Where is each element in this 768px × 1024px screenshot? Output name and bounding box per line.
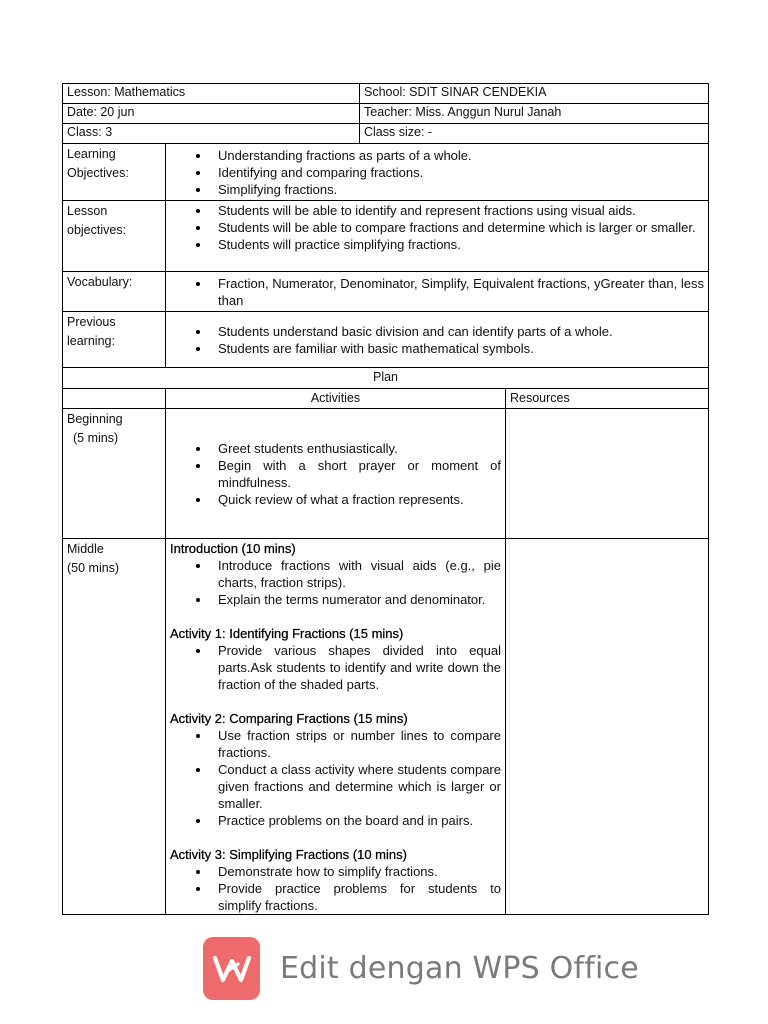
list-item: Conduct a class activity where students compare given fractions and determine which is larger or smaller. xyxy=(218,762,501,811)
introduction-list xyxy=(170,557,501,608)
list-item: Quick review of what a fraction represents. xyxy=(218,491,501,508)
vocabulary-row xyxy=(63,272,709,312)
list-item: Provide various shapes divided into equal parts.Ask students to identify and write down the fraction of the shaded parts. xyxy=(218,643,501,692)
list-item: Greet students enthusiastically. xyxy=(218,440,501,457)
list-item: Fraction, Numerator, Denominator, Simplify, Equivalent fractions, yGreater than, less than xyxy=(218,276,705,308)
plan-title-row xyxy=(63,368,709,389)
list-item: Simplifying fractions. xyxy=(218,181,704,198)
activities-header: Activities xyxy=(166,389,506,409)
previous-learning-cell xyxy=(166,312,709,368)
lesson-objectives-row xyxy=(63,201,709,272)
wps-edit-label: Edit dengan WPS Office xyxy=(280,951,639,986)
date-cell: Date: 20 jun xyxy=(63,104,360,124)
class-size-cell: Class size: - xyxy=(360,124,709,144)
list-item: Demonstrate how to simplify fractions. xyxy=(218,863,501,880)
beginning-row xyxy=(63,409,709,539)
list-item: Introduce fractions with visual aids (e.g., pie charts, fraction strips). xyxy=(218,558,501,590)
list-item: Students are familiar with basic mathematical symbols. xyxy=(218,340,704,357)
middle-resources xyxy=(506,539,709,915)
middle-label: Middle (50 mins) xyxy=(63,539,166,915)
header-row xyxy=(63,124,709,144)
plan-header-row xyxy=(63,389,709,409)
middle-activities xyxy=(166,539,506,915)
plan-empty-header xyxy=(63,389,166,409)
lesson-objectives-list xyxy=(170,202,704,253)
school-cell: School: SDIT SINAR CENDEKIA xyxy=(360,84,709,104)
list-item: Identifying and comparing fractions. xyxy=(218,164,704,181)
header-row xyxy=(63,84,709,104)
plan-title: Plan xyxy=(63,368,709,389)
learning-objectives-row xyxy=(63,144,709,201)
lesson-body-table xyxy=(62,143,709,915)
middle-row xyxy=(63,539,709,915)
vocabulary-cell xyxy=(166,272,709,312)
activity-3-list xyxy=(170,863,501,914)
lesson-cell: Lesson: Mathematics xyxy=(63,84,360,104)
list-item: Students will be able to compare fractions and determine which is larger or smaller. xyxy=(218,219,704,236)
list-item: Students understand basic division and can identify parts of a whole. xyxy=(218,323,704,340)
beginning-resources xyxy=(506,409,709,539)
vocabulary-label: Vocabulary: xyxy=(63,272,166,312)
section-title: Activity 2: Comparing Fractions (15 mins) xyxy=(170,711,408,726)
activity-2-list xyxy=(170,727,501,829)
previous-learning-label: Previous learning: xyxy=(63,312,166,368)
resources-header: Resources xyxy=(506,389,709,409)
section-title: Introduction (10 mins) xyxy=(170,541,296,556)
previous-learning-row xyxy=(63,312,709,368)
header-row xyxy=(63,104,709,124)
beginning-list xyxy=(170,440,501,508)
list-item: Students will practice simplifying fractions. xyxy=(218,236,704,253)
list-item: Practice problems on the board and in pairs. xyxy=(218,812,501,829)
learning-objectives-list xyxy=(170,147,704,198)
vocabulary-list xyxy=(170,275,704,309)
wps-logo-icon xyxy=(203,937,260,1000)
list-item: Explain the terms numerator and denominator. xyxy=(218,591,501,608)
beginning-label: Beginning (5 mins) xyxy=(63,409,166,539)
lesson-objectives-cell xyxy=(166,201,709,272)
lesson-objectives-label: Lesson objectives: xyxy=(63,201,166,272)
teacher-cell: Teacher: Miss. Anggun Nurul Janah xyxy=(360,104,709,124)
learning-objectives-label: Learning Objectives: xyxy=(63,144,166,201)
lesson-header-table xyxy=(62,83,709,144)
list-item: Use fraction strips or number lines to compare fractions. xyxy=(218,728,501,760)
activity-1-list xyxy=(170,642,501,693)
list-item: Provide practice problems for students to simplify fractions. xyxy=(218,881,501,913)
previous-learning-list xyxy=(170,323,704,357)
list-item: Students will be able to identify and represent fractions using visual aids. xyxy=(218,202,704,219)
wps-office-watermark[interactable] xyxy=(203,937,639,1000)
section-title: Activity 1: Identifying Fractions (15 mins) xyxy=(170,626,404,641)
section-title: Activity 3: Simplifying Fractions (10 mins) xyxy=(170,847,407,862)
class-cell: Class: 3 xyxy=(63,124,360,144)
beginning-activities xyxy=(166,409,506,539)
list-item: Begin with a short prayer or moment of mindfulness. xyxy=(218,458,501,490)
list-item: Understanding fractions as parts of a whole. xyxy=(218,147,704,164)
learning-objectives-cell xyxy=(166,144,709,201)
